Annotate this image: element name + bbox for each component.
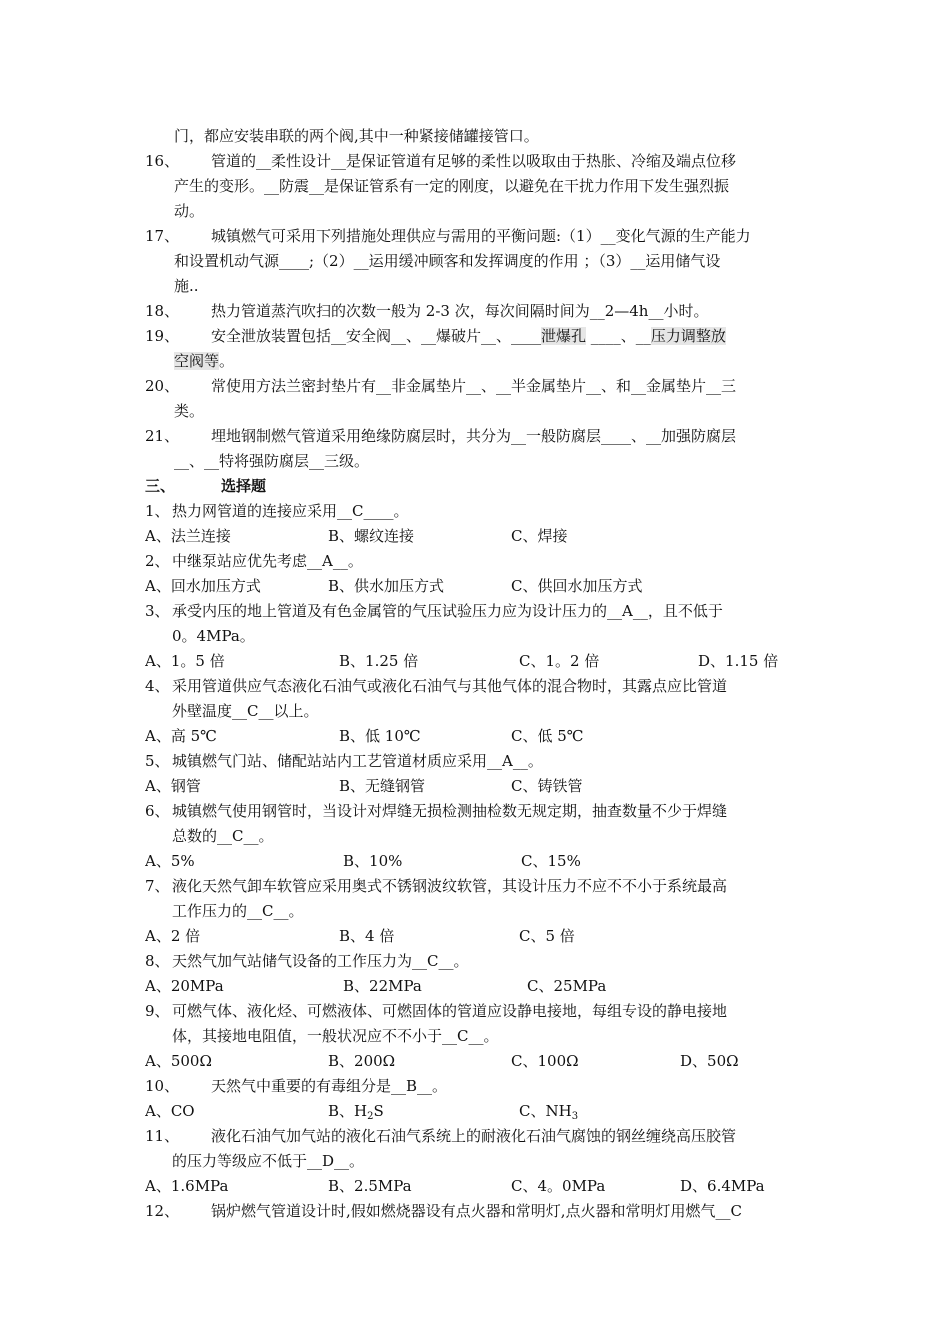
option-b: B、10%: [343, 852, 403, 870]
item-number: 19、: [145, 327, 180, 345]
option-a: A、20MPa: [145, 977, 224, 995]
option-c: C、15%: [521, 852, 581, 870]
highlighted-text: 空阀等: [174, 352, 220, 370]
item-text: 类。: [174, 402, 205, 420]
option-a: A、法兰连接: [145, 527, 231, 545]
option-b: B、螺纹连接: [328, 527, 415, 545]
question-text: 液化石油气加气站的液化石油气系统上的耐液化石油气腐蚀的钢丝缠绕高压胶管: [211, 1127, 737, 1145]
fill-item-18: [145, 299, 810, 324]
option-b: B、2.5MPa: [328, 1177, 412, 1195]
question-text: 天然气加气站储气设备的工作压力为__C__。: [172, 952, 469, 970]
question-number: 2、: [145, 552, 170, 570]
options-row: [145, 724, 810, 749]
option-a: A、1.6MPa: [145, 1177, 229, 1195]
question-text: 天然气中重要的有毒组分是__B__。: [211, 1077, 448, 1095]
question-text: 城镇燃气使用钢管时，当设计对焊缝无损检测抽检数无规定期，抽查数量不少于焊缝: [172, 802, 728, 820]
question-number: 11、: [145, 1127, 180, 1145]
item-text: __、__特将强防腐层__三级。: [174, 452, 370, 470]
fill-item-17: [145, 224, 810, 249]
options-row: [145, 774, 810, 799]
item-number: 20、: [145, 377, 180, 395]
fill-item-19: [145, 324, 810, 349]
question-number: 8、: [145, 952, 170, 970]
question-6: [145, 799, 810, 824]
option-a: A、钢管: [145, 777, 201, 795]
question-text: 中继泵站应优先考虑__A__。: [172, 552, 363, 570]
item-number: 16、: [145, 152, 180, 170]
option-c: C、5 倍: [519, 927, 575, 945]
continued-text: 门，都应安装串联的两个阀,其中一种紧接储罐接管口。: [174, 127, 539, 145]
question-text: 0。4MPa。: [172, 627, 255, 645]
item-text: 和设置机动气源____;（2）__运用缓冲顾客和发挥调度的作用 ；（3）__运用储气设: [174, 252, 721, 270]
option-c: C、100Ω: [511, 1052, 579, 1070]
item-text: 施..: [174, 277, 199, 295]
option-a: A、回水加压方式: [145, 577, 261, 595]
option-b: B、无缝钢管: [339, 777, 426, 795]
question-3: [145, 599, 810, 624]
item-text: 城镇燃气可采用下列措施处理供应与需用的平衡问题:（1）__变化气源的生产能力: [211, 227, 751, 245]
options-row: [145, 649, 810, 674]
question-text: 承受内压的地上管道及有色金属管的气压试验压力应为设计压力的__A__，且不低于: [172, 602, 723, 620]
item-text: [211, 324, 726, 349]
fill-item-16: [145, 149, 810, 174]
option-text: B、H: [328, 1102, 368, 1120]
document-page: [145, 124, 810, 1224]
question-9: [145, 999, 810, 1024]
question-11: [145, 1124, 810, 1149]
text-segment: 。: [219, 352, 235, 370]
question-text: 外壁温度__C__以上。: [172, 702, 319, 720]
options-row: [145, 1049, 810, 1074]
fill-item-21: [145, 424, 810, 449]
highlighted-text: 压力调整放: [650, 327, 726, 345]
option-c: C、1。2 倍: [519, 652, 600, 670]
option-a: A、1。5 倍: [145, 652, 225, 670]
question-8: [145, 949, 810, 974]
item-number: 17、: [145, 227, 180, 245]
options-row: [145, 1174, 810, 1199]
option-c: C、低 5℃: [511, 727, 584, 745]
option-text: C、NH: [519, 1102, 572, 1120]
question-text: 可燃气体、液化烃、可燃液体、可燃固体的管道应设静电接地，每组专设的静电接地: [172, 1002, 728, 1020]
option-c: C、铸铁管: [511, 777, 583, 795]
option-c: [519, 1099, 578, 1124]
question-text: 的压力等级应不低于__D__。: [172, 1152, 365, 1170]
item-text: [145, 349, 810, 374]
subscript: 3: [571, 1111, 579, 1122]
question-2: [145, 549, 810, 574]
text-segment: ____、__: [586, 327, 651, 345]
option-d: D、50Ω: [680, 1052, 739, 1070]
option-a: A、CO: [145, 1102, 195, 1120]
option-b: B、供水加压方式: [328, 577, 445, 595]
item-text: 埋地钢制燃气管道采用绝缘防腐层时，共分为__一般防腐层____、__加强防腐层: [211, 427, 737, 445]
question-12: [145, 1199, 810, 1224]
question-number: 9、: [145, 1002, 170, 1020]
option-b: B、200Ω: [328, 1052, 396, 1070]
question-7: [145, 874, 810, 899]
options-row: [145, 574, 810, 599]
question-text: 工作压力的__C__。: [172, 902, 304, 920]
option-c: C、4。0MPa: [511, 1177, 606, 1195]
question-number: 6、: [145, 802, 170, 820]
item-number: 18、: [145, 302, 180, 320]
option-b: B、4 倍: [339, 927, 395, 945]
question-number: 4、: [145, 677, 170, 695]
question-4: [145, 674, 810, 699]
question-text: 城镇燃气门站、储配站站内工艺管道材质应采用__A__。: [172, 752, 543, 770]
options-row: [145, 524, 810, 549]
question-1: [145, 499, 810, 524]
option-d: D、1.15 倍: [698, 652, 779, 670]
question-text: 热力网管道的连接应采用__C____。: [172, 502, 409, 520]
section-number: 三、: [145, 477, 176, 495]
subscript: 2: [367, 1111, 374, 1122]
question-text: 总数的__C__。: [172, 827, 274, 845]
option-a: A、5%: [145, 852, 195, 870]
text-segment: 安全泄放装置包括__安全阀__、__爆破片__、____: [211, 327, 542, 345]
option-b: [328, 1099, 384, 1124]
option-b: B、22MPa: [343, 977, 422, 995]
question-number: 3、: [145, 602, 170, 620]
section-heading: [145, 474, 810, 499]
question-10: [145, 1074, 810, 1099]
option-c: C、25MPa: [527, 977, 607, 995]
item-text: 产生的变形。__防震__是保证管系有一定的刚度，以避免在干扰力作用下发生强烈振: [174, 177, 730, 195]
question-number: 1、: [145, 502, 170, 520]
option-a: A、2 倍: [145, 927, 201, 945]
options-row: [145, 974, 810, 999]
section-title: 选择题: [221, 477, 267, 495]
option-a: A、高 5℃: [145, 727, 217, 745]
question-5: [145, 749, 810, 774]
option-c: C、焊接: [511, 527, 568, 545]
item-text: 动。: [174, 202, 205, 220]
question-text: 体，其接地电阻值，一般状况应不不小于__C__。: [172, 1027, 499, 1045]
question-number: 10、: [145, 1077, 180, 1095]
item-text: 常使用方法兰密封垫片有__非金属垫片__、__半金属垫片__、和__金属垫片__三: [211, 377, 737, 395]
fill-item-20: [145, 374, 810, 399]
option-c: C、供回水加压方式: [511, 577, 643, 595]
item-text: 管道的__柔性设计__是保证管道有足够的柔性以吸取由于热胀、冷缩及端点位移: [211, 152, 737, 170]
option-b: B、低 10℃: [339, 727, 421, 745]
item-text: 热力管道蒸汽吹扫的次数一般为 2-3 次，每次间隔时间为__2—4h__小时。: [211, 302, 709, 320]
item-number: 21、: [145, 427, 180, 445]
option-b: B、1.25 倍: [339, 652, 419, 670]
highlighted-text: 泄爆孔: [541, 327, 587, 345]
option-text: S: [373, 1102, 384, 1120]
option-a: A、500Ω: [145, 1052, 212, 1070]
question-text: 液化天然气卸车软管应采用奥式不锈钢波纹软管，其设计压力不应不不小于系统最高: [172, 877, 728, 895]
options-row: [145, 1099, 810, 1124]
options-row: [145, 924, 810, 949]
options-row: [145, 849, 810, 874]
question-number: 12、: [145, 1202, 180, 1220]
question-text: 锅炉燃气管道设计时,假如燃烧器设有点火器和常明灯,点火器和常明灯用燃气__C: [211, 1202, 743, 1220]
question-number: 5、: [145, 752, 170, 770]
option-d: D、6.4MPa: [680, 1177, 765, 1195]
question-number: 7、: [145, 877, 170, 895]
question-text: 采用管道供应气态液化石油气或液化石油气与其他气体的混合物时，其露点应比管道: [172, 677, 728, 695]
